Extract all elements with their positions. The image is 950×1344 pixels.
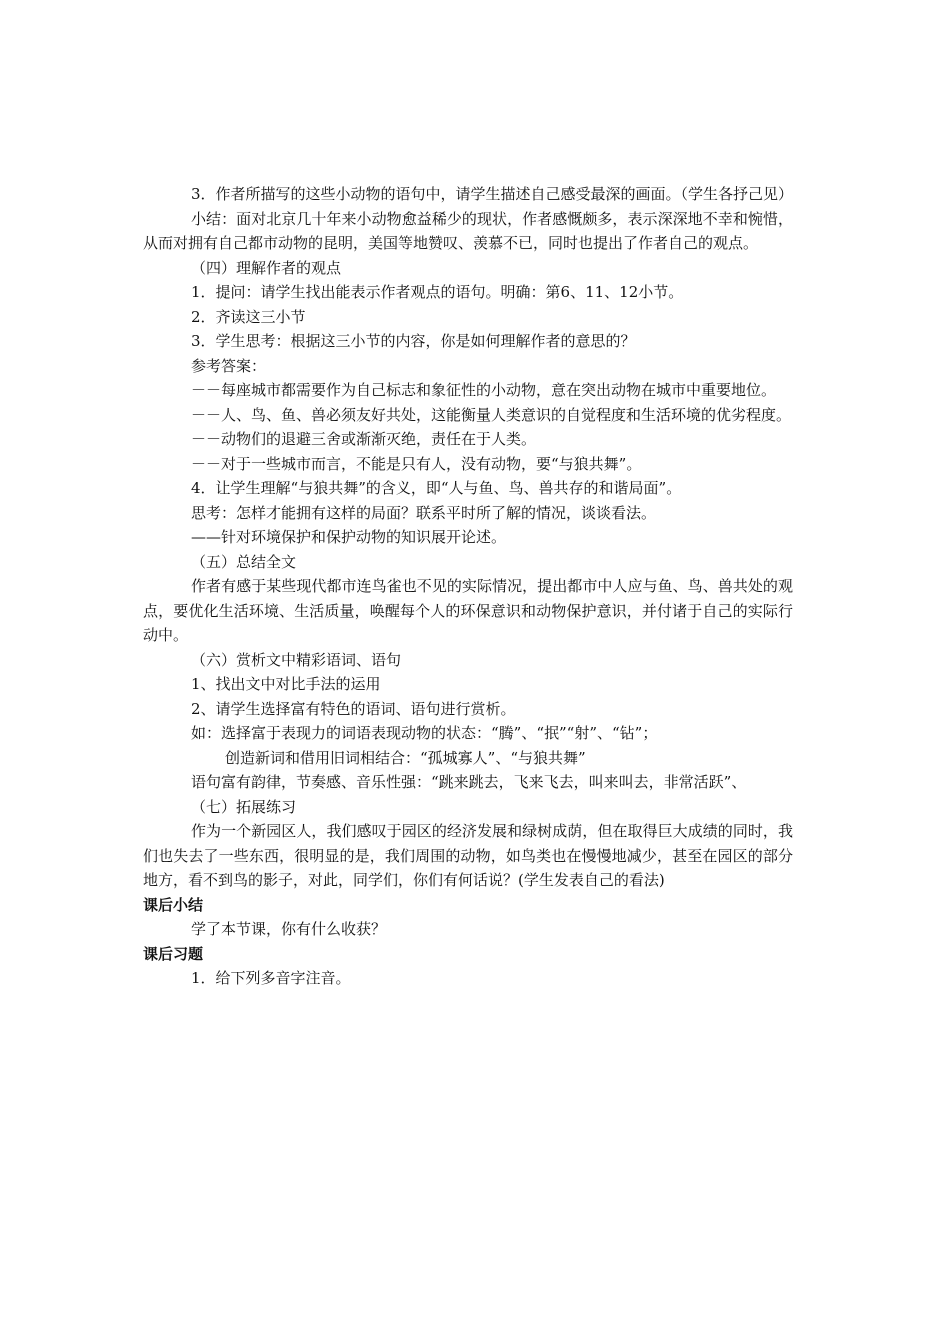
- paragraph: 如：选择富于表现力的词语表现动物的状态：“腾”、“抿”“射”、“钻”；: [191, 724, 658, 742]
- paragraph: 3．作者所描写的这些小动物的语句中，请学生描述自己感受最深的画面。（学生各抒己见）: [191, 185, 794, 203]
- paragraph: ——针对环境保护和保护动物的知识展开论述。: [191, 528, 507, 546]
- paragraph: 作者有感于某些现代都市连鸟雀也不见的实际情况，提出都市中人应与鱼、鸟、兽共处的观点，要优化生活环境、生活质量，唤醒每个人的环保意识和动物保护意识，并付诸于自己的实际行动中。: [143, 577, 793, 644]
- heading-after-class-summary: 课后小结: [143, 895, 204, 914]
- paragraph: 1．给下列多音字注音。: [191, 969, 351, 987]
- section-heading: （五）总结全文: [191, 552, 297, 571]
- paragraph: 2．齐读这三小节: [191, 307, 306, 326]
- paragraph: 参考答案：: [191, 356, 267, 375]
- paragraph: 2、请学生选择富有特色的语词、语句进行赏析。: [191, 699, 516, 718]
- section-heading: （七）拓展练习: [191, 797, 297, 816]
- summary-paragraph: 小结：面对北京几十年来小动物愈益稀少的现状，作者感慨颇多，表示深深地不幸和惋惜，从而对拥有自己都市动物的昆明，美国等地赞叹、羡慕不已，同时也提出了作者自己的观点。: [143, 209, 793, 252]
- heading-homework: 课后习题: [143, 944, 204, 963]
- section-heading: （六）赏析文中精彩语词、语句: [191, 650, 402, 669]
- section-heading: （四）理解作者的观点: [191, 258, 342, 277]
- paragraph: 4．让学生理解“与狼共舞”的含义，即“人与鱼、鸟、兽共存的和谐局面”。: [191, 479, 682, 497]
- document-page: [143, 182, 793, 991]
- paragraph: 作为一个新园区人，我们感叹于园区的经济发展和绿树成荫，但在取得巨大成绩的同时，我们也失去了一些东西，很明显的是，我们周围的动物，如鸟类也在慢慢地减少，甚至在园区的部分地方，看不到鸟的影子，对此，同学们，你们有何话说？(学生发表自己的看法): [143, 822, 793, 889]
- answer-item: －－动物们的退避三舍或渐渐灭绝，责任在于人类。: [191, 430, 537, 448]
- answer-item: －－人、鸟、鱼、兽必须友好共处，这能衡量人类意识的自觉程度和生活环境的优劣程度。: [191, 405, 792, 424]
- paragraph: 1．提问：请学生找出能表示作者观点的语句。明确：第6、11、12小节。: [191, 283, 684, 301]
- answer-item: －－每座城市都需要作为自己标志和象征性的小动物，意在突出动物在城市中重要地位。: [191, 381, 777, 399]
- answer-item: －－对于一些城市而言，不能是只有人，没有动物，要“与狼共舞”。: [191, 454, 642, 473]
- paragraph: 语句富有韵律，节奏感、音乐性强：“跳来跳去，飞来飞去，叫来叫去，非常活跃”、: [191, 773, 747, 791]
- paragraph: 3．学生思考：根据这三小节的内容，你是如何理解作者的意思的？: [191, 332, 636, 350]
- paragraph: 1、找出文中对比手法的运用: [191, 675, 381, 693]
- paragraph: 学了本节课，你有什么收获？: [191, 920, 387, 938]
- paragraph: 思考：怎样才能拥有这样的局面？联系平时所了解的情况，谈谈看法。: [191, 503, 657, 522]
- paragraph: 创造新词和借用旧词相结合：“孤城寡人”、“与狼共舞”: [225, 748, 586, 767]
